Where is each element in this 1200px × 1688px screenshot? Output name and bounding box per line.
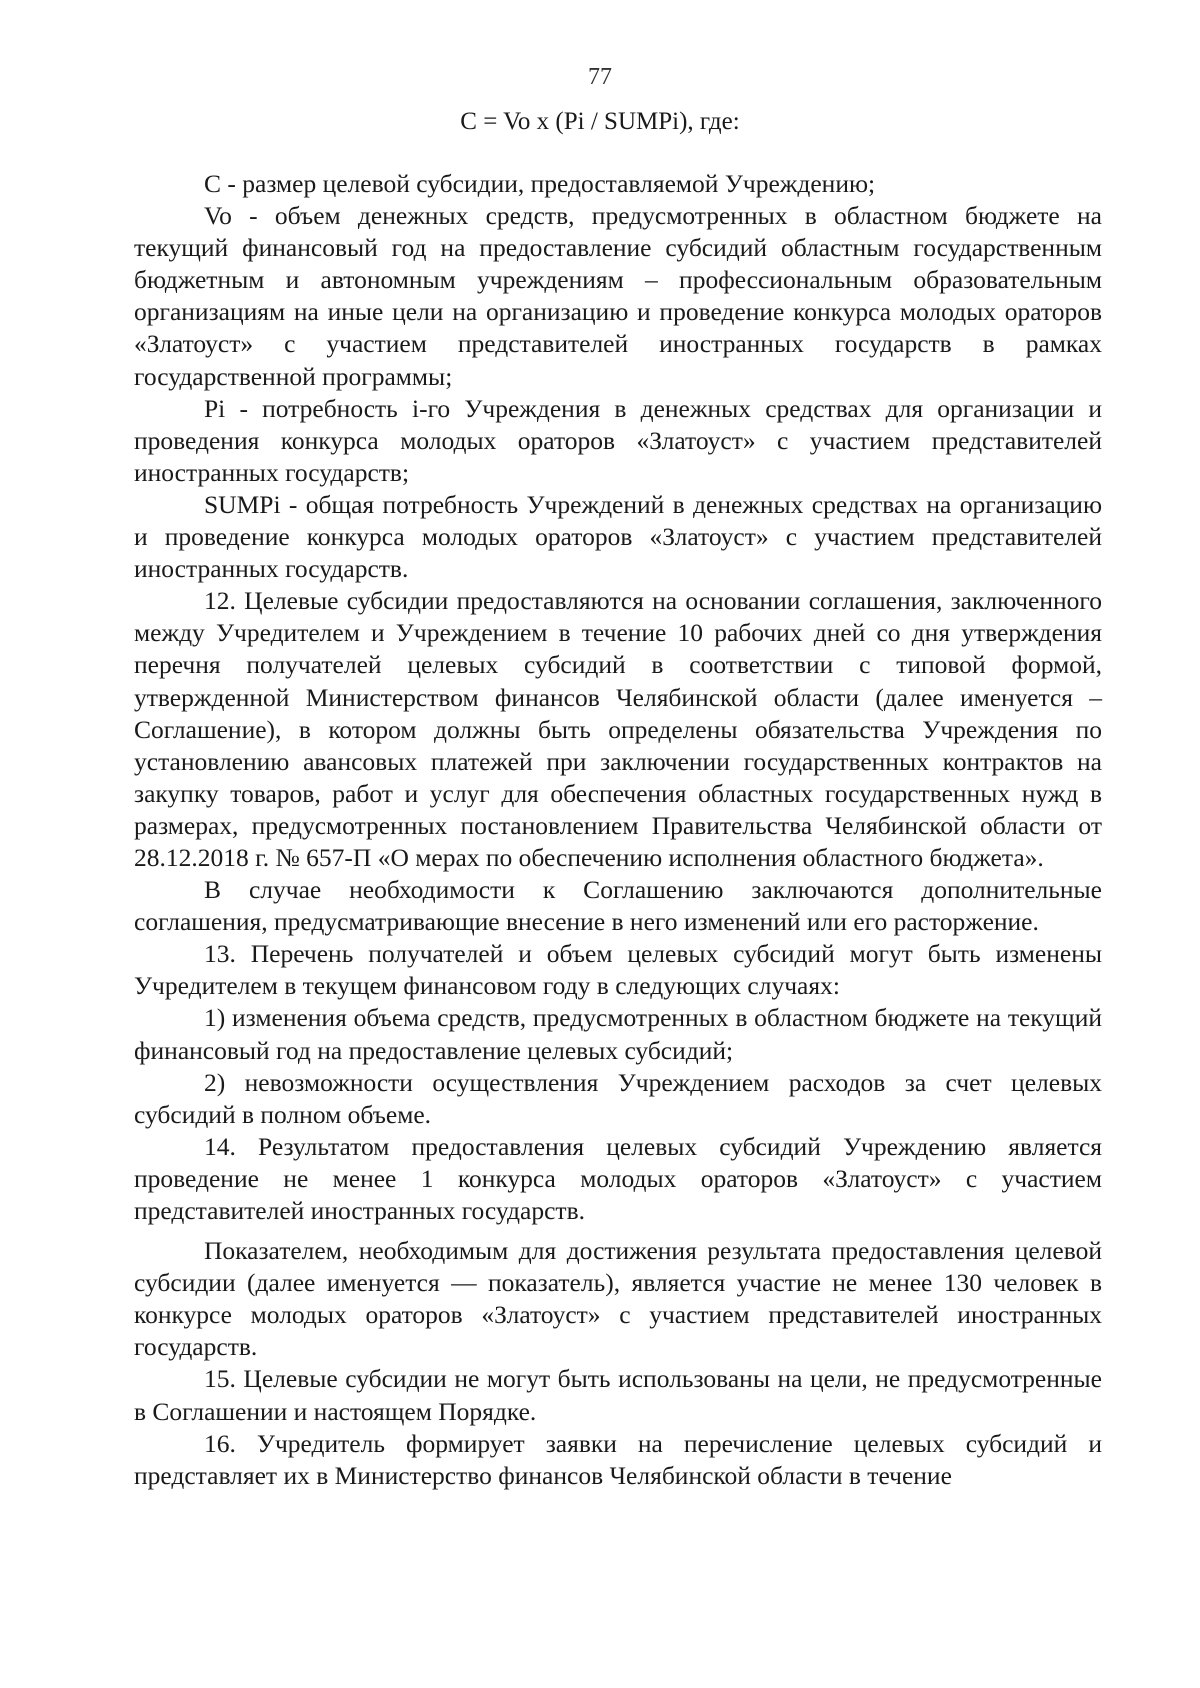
subsidy-formula: C = Vo x (Pi / SUMPi), где: (460, 108, 740, 135)
paragraph-item-13-case-1: 1) изменения объема средств, предусмотренных в областном бюджете на текущий финансовый год на предоставление целевых субсидий; (134, 1003, 1102, 1065)
paragraph-additional-agreements: В случае необходимости к Соглашению заключаются дополнительные соглашения, предусматривающие внесение в него изменений или его расторжение. (134, 875, 1102, 937)
paragraph-item-16: 16. Учредитель формирует заявки на перечисление целевых субсидий и представляет их в Министерство финансов Челябинской области в течение (134, 1428, 1102, 1490)
paragraph-pi-definition: Pi - потребность i-го Учреждения в денежных средствах для организации и проведения конкурса молодых ораторов «Златоуст» с участием представителей иностранных государств; (134, 393, 1102, 487)
paragraph-item-12: 12. Целевые субсидии предоставляются на основании соглашения, заключенного между Учредителем и Учреждением в течение 10 рабочих дней со дня утверждения перечня получателей целевых субсидий в соответствии с типовой формой, утвержденной Министерством финансов Челябинской области (далее именуется – Соглашение), в котором должны быть определены обязательства Учреждения по установлению авансовых платежей при заключении государственных контрактов на закупку товаров, работ и услуг для обеспечения областных государственных нужд в размерах, предусмотренных постановлением Правительства Челябинской области от 28.12.2018 г. № 657-П «О мерах по обеспечению исполнения областного бюджета». (134, 586, 1102, 872)
paragraph-item-13: 13. Перечень получателей и объем целевых субсидий могут быть изменены Учредителем в текущем финансовом году в следующих случаях: (134, 939, 1102, 1001)
page-number: 77 (588, 64, 612, 90)
paragraph-item-15: 15. Целевые субсидии не могут быть использованы на цели, не предусмотренные в Соглашении и настоящем Порядке. (134, 1364, 1102, 1426)
paragraph-indicator: Показателем, необходимым для достижения результата предоставления целевой субсидии (далее именуется — показатель), является участие не менее 130 человек в конкурсе молодых ораторов «Златоуст» с участием представителей иностранных государств. (134, 1236, 1102, 1362)
document-body (134, 168, 1102, 1492)
paragraph-item-13-case-2: 2) невозможности осуществления Учреждением расходов за счет целевых субсидий в полном объеме. (134, 1067, 1102, 1129)
paragraph-sumpi-definition: SUMPi - общая потребность Учреждений в денежных средствах на организацию и проведение конкурса молодых ораторов «Златоуст» с участием представителей иностранных государств. (134, 489, 1102, 584)
paragraph-vo-definition: Vo - объем денежных средств, предусмотренных в областном бюджете на текущий финансовый год на предоставление субсидий областным государственным бюджетным и автономным учреждениям – профессиональным образовательным организациям на иные цели на организацию и проведение конкурса молодых ораторов «Златоуст» с участием представителей иностранных государств в рамках государственной программы; (134, 201, 1102, 391)
paragraph-item-14: 14. Результатом предоставления целевых субсидий Учреждению является проведение не менее 1 конкурса молодых ораторов «Златоуст» с участием представителей иностранных государств. (134, 1131, 1102, 1225)
paragraph-c-definition: С - размер целевой субсидии, предоставляемой Учреждению; (204, 169, 876, 198)
